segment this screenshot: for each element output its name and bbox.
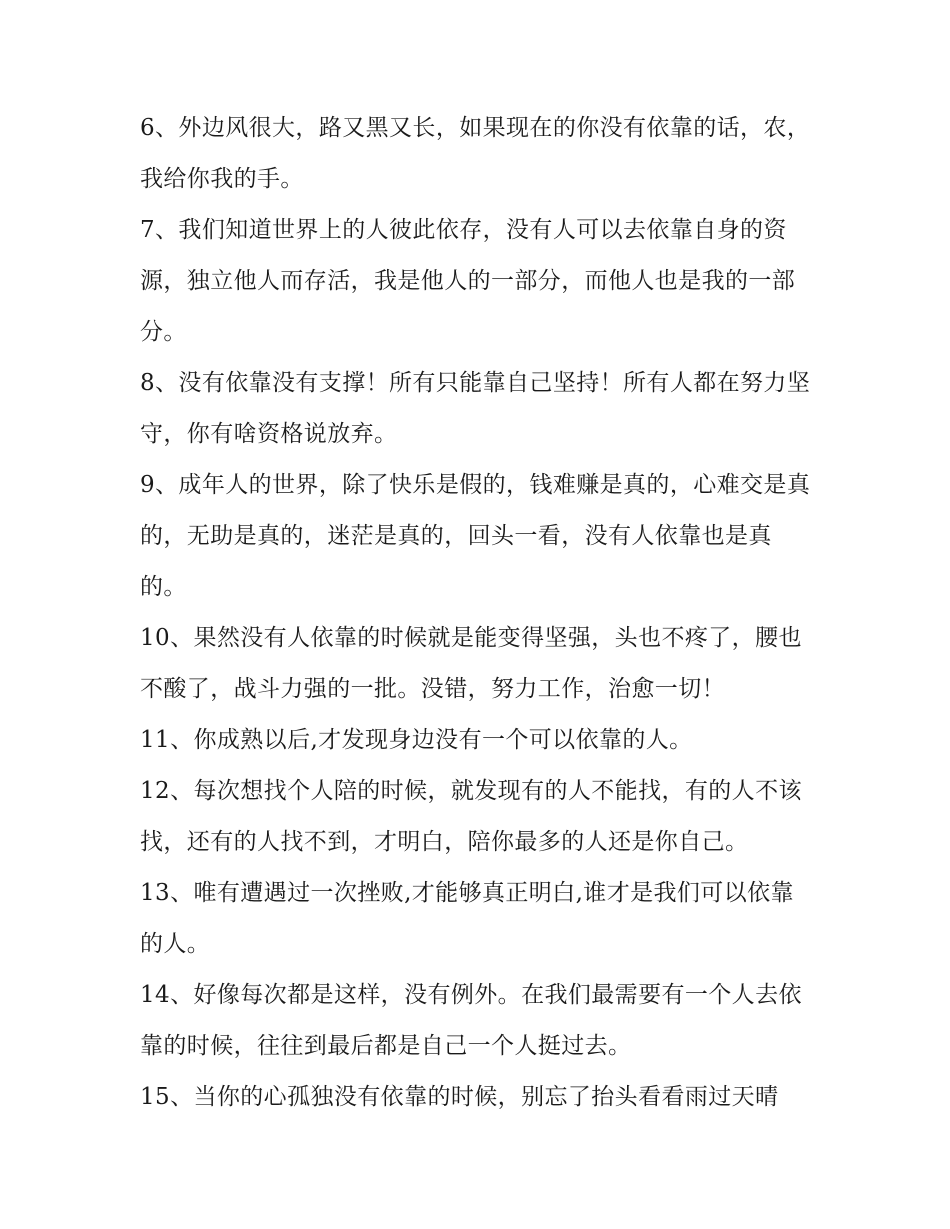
paragraph-9: 9、成年人的世界，除了快乐是假的，钱难赚是真的，心难交是真的，无助是真的，迷茫是真的，回头一看，没有人依靠也是真的。 <box>140 472 811 600</box>
paragraph-13: 13、唯有遭遇过一次挫败,才能够真正明白,谁才是我们可以依靠的人。 <box>140 880 794 957</box>
paragraph-7: 7、我们知道世界上的人彼此依存，没有人可以去依靠自身的资源，独立他人而存活，我是他人的一部分，而他人也是我的一部分。 <box>140 217 796 345</box>
paragraph-15: 15、当你的心孤独没有依靠的时候，别忘了抬头看看雨过天晴 <box>140 1084 779 1110</box>
paragraph-10: 10、果然没有人依靠的时候就是能变得坚强，头也不疼了，腰也不酸了，战斗力强的一批。没错，努力工作，治愈一切！ <box>140 625 802 702</box>
paragraph-11: 11、你成熟以后,才发现身边没有一个可以依靠的人。 <box>140 727 693 753</box>
document-page <box>140 103 815 1123</box>
paragraph-6: 6、外边风很大，路又黑又长，如果现在的你没有依靠的话，农，我给你我的手。 <box>140 115 811 192</box>
paragraph-12: 12、每次想找个人陪的时候，就发现有的人不能找，有的人不该找，还有的人找不到，才明白，陪你最多的人还是你自己。 <box>140 778 802 855</box>
paragraph-14: 14、好像每次都是这样，没有例外。在我们最需要有一个人去依靠的时候，往往到最后都是自己一个人挺过去。 <box>140 982 802 1059</box>
paragraph-8: 8、没有依靠没有支撑！所有只能靠自己坚持！所有人都在努力坚守，你有啥资格说放弃。 <box>140 370 811 447</box>
